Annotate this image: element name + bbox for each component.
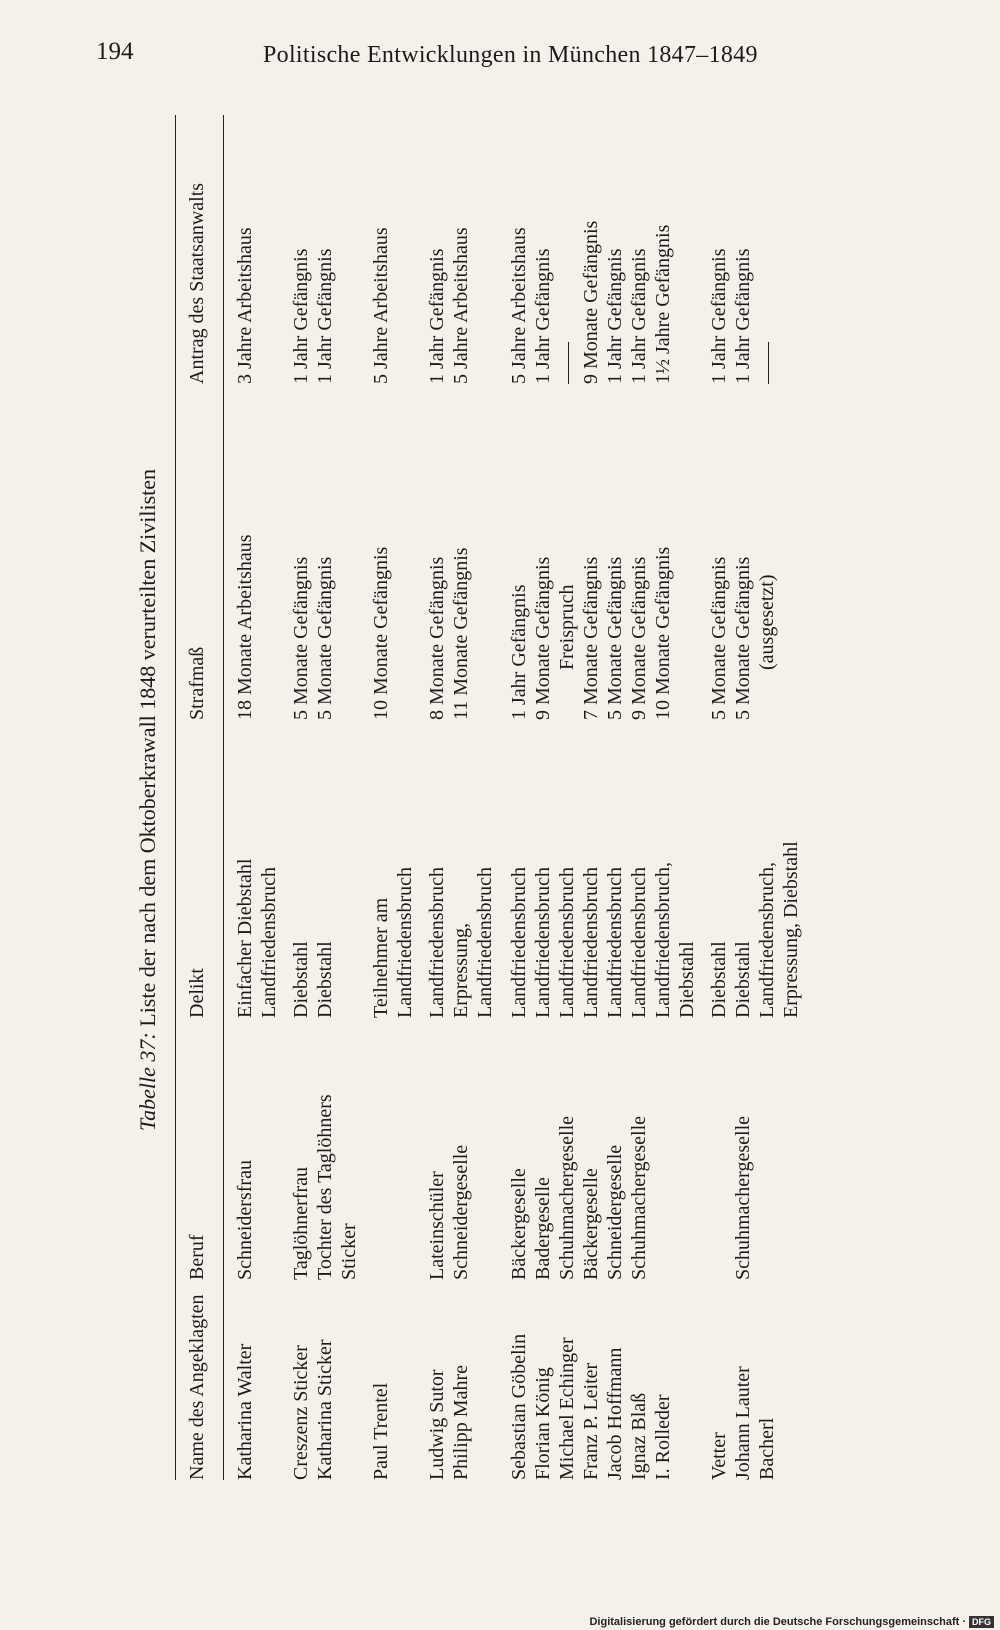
cell-line: Landfriedensbruch [556,866,578,1018]
cell-line: Florian König [532,1367,554,1480]
cell-line: 9 Monate Gefängnis [532,556,554,720]
table-cell-strafmass [731,384,755,720]
table-cell-delikt [555,720,579,1018]
cell-line: Diebstahl [732,941,754,1018]
cell-line: 3 Jahre Arbeitshaus [234,227,256,384]
cell-line: Jacob Hoffmann [604,1347,626,1480]
cell-line: 9 Monate Gefängnis [628,556,650,720]
cell-line: 1 Jahr Gefängnis [532,248,554,384]
table-caption [128,110,168,1490]
table-cell-strafmass [699,384,731,720]
table-cell-antrag [417,115,449,384]
cell-line: Diebstahl [708,941,730,1018]
table-cell-delikt [361,720,417,1018]
table-cell-antrag [497,115,531,384]
cell-line: Einfacher Diebstahl [234,858,256,1018]
running-head: Politische Entwicklungen in München 1847–1849 [263,42,758,68]
table-cell-antrag [627,115,651,384]
cell-line: Sticker [338,1223,360,1280]
table-cell-name [313,1280,361,1480]
cell-line: Franz P. Leiter [580,1362,602,1480]
table-cell-name [555,1280,579,1480]
table-cell-beruf [449,1018,497,1280]
table-row [651,115,699,1480]
cell-line: 8 Monate Gefängnis [426,556,448,720]
cell-line: Tochter des Taglöhners [314,1094,336,1280]
cell-line: Johann Lauter [732,1366,754,1480]
cell-line: Landfriedensbruch [258,866,280,1018]
cell-line: Landfriedensbruch [426,866,448,1018]
table-row [731,115,755,1480]
table-cell-delikt [755,720,803,1018]
table-cell-beruf [233,1018,281,1280]
table-row [755,115,803,1480]
cell-line: 5 Monate Gefängnis [708,556,730,720]
cell-line: 7 Monate Gefängnis [580,556,602,720]
cell-line: Badergeselle [532,1177,554,1280]
table-cell-antrag [361,115,417,384]
table-cell-delikt [233,720,281,1018]
table-cell-delikt [497,720,531,1018]
table-row [699,115,731,1480]
cell-line: 1½ Jahre Gefängnis [652,224,674,384]
cell-line: Landfriedensbruch [508,866,530,1018]
cell-line: Bäckergeselle [508,1168,530,1280]
cell-line: Bäckergeselle [580,1168,602,1280]
caption-text: Liste der nach dem Oktoberkrawall 1848 verurteilten Zivilisten [135,468,160,1027]
table-cell-delikt [449,720,497,1018]
cell-line: 5 Monate Gefängnis [732,556,754,720]
table-cell-antrag [555,115,579,384]
table-cell-antrag [449,115,497,384]
table-cell-beruf [313,1018,361,1280]
cell-line: Bacherl [756,1417,778,1480]
table-cell-strafmass [361,384,417,720]
table-cell-strafmass [651,384,699,720]
table-cell-beruf [361,1018,417,1280]
cell-line: 5 Monate Gefängnis [604,556,626,720]
cell-line: Lateinschüler [426,1171,448,1280]
table-cell-strafmass [627,384,651,720]
cell-line: Landfriedensbruch [580,866,602,1018]
rotated-table-block [128,110,868,1490]
table-cell-strafmass [603,384,627,720]
table-cell-name [603,1280,627,1480]
table-row [361,115,417,1480]
cell-line: Landfriedensbruch, [652,861,674,1018]
header-delikt: Delikt [186,968,208,1018]
cell-line: 5 Jahre Arbeitshaus [450,227,472,384]
cell-line: I. Rolleder [652,1394,674,1480]
table-row [417,115,449,1480]
cell-line [555,119,579,384]
cell-line: Michael Echinger [556,1337,578,1480]
table-cell-name [497,1280,531,1480]
cell-line: Diebstahl [290,941,312,1018]
table-cell-beruf [603,1018,627,1280]
table-cell-beruf [731,1018,755,1280]
table-cell-strafmass [497,384,531,720]
cell-line: 11 Monate Gefängnis [450,547,472,720]
cell-line: Vetter [708,1432,730,1480]
table-cell-antrag [281,115,313,384]
table-cell-delikt [731,720,755,1018]
header-beruf: Beruf [186,1234,208,1280]
table-cell-antrag [699,115,731,384]
cell-line: Paul Trentel [370,1382,392,1480]
table-cell-antrag [579,115,603,384]
table-cell-beruf [555,1018,579,1280]
table-cell-name [531,1280,555,1480]
cell-line: Katharina Sticker [314,1339,336,1480]
header-name: Name des Angeklagten [186,1294,208,1480]
cell-line: Creszenz Sticker [290,1345,312,1480]
table-row [449,115,497,1480]
cell-line: Ignaz Blaß [628,1392,650,1480]
table-top-rule [175,115,176,1480]
cell-line: 18 Monate Arbeitshaus [234,534,256,720]
cell-line: Erpressung, Diebstahl [780,841,802,1018]
header-strafmass: Strafmaß [186,646,208,720]
table-cell-antrag [731,115,755,384]
table-cell-name [579,1280,603,1480]
cell-line: Landfriedensbruch [532,866,554,1018]
table-row [531,115,555,1480]
cell-line: 5 Jahre Arbeitshaus [508,227,530,384]
table-cell-antrag [313,115,361,384]
table-cell-beruf [497,1018,531,1280]
table-cell-delikt [579,720,603,1018]
table-cell-beruf [627,1018,651,1280]
table-cell-delikt [313,720,361,1018]
table-row [603,115,627,1480]
cell-line: 5 Monate Gefängnis [314,556,336,720]
table-cell-name [699,1280,731,1480]
caption-label: Tabelle 37: [135,1032,160,1132]
table-row [313,115,361,1480]
table-row [497,115,531,1480]
table-cell-name [233,1280,281,1480]
header-antrag: Antrag des Staatsanwalts [186,182,208,384]
cell-line: Sebastian Göbelin [508,1333,530,1480]
table-row [555,115,579,1480]
table-cell-antrag [531,115,555,384]
table-cell-beruf [755,1018,803,1280]
dash-mark [568,342,569,384]
table-cell-delikt [417,720,449,1018]
cell-line: 1 Jahr Gefängnis [708,248,730,384]
table-cell-name [627,1280,651,1480]
table-header-rule [223,115,224,1480]
table-cell-strafmass [313,384,361,720]
cell-line: Diebstahl [314,941,336,1018]
cell-line [755,119,779,384]
table-cell-strafmass [555,384,579,720]
cell-line: Landfriedensbruch [604,866,626,1018]
cell-line: Diebstahl [676,941,698,1018]
table-cell-strafmass [233,384,281,720]
cell-line: Schuhmachergeselle [628,1115,650,1280]
cell-line: 9 Monate Gefängnis [580,220,602,384]
table-cell-beruf [417,1018,449,1280]
table-cell-delikt [627,720,651,1018]
cell-line: 1 Jahr Gefängnis [508,584,530,720]
cell-line: Erpressung, [450,923,472,1018]
cell-line: Schuhmachergeselle [732,1115,754,1280]
table-cell-name [449,1280,497,1480]
cell-line: Schneidergeselle [604,1144,626,1280]
cell-line: Landfriedensbruch [628,866,650,1018]
table-cell-strafmass [531,384,555,720]
table-cell-beruf [281,1018,313,1280]
table-cell-name [755,1280,803,1480]
table-cell-delikt [281,720,313,1018]
cell-line: 1 Jahr Gefängnis [604,248,626,384]
table-cell-antrag [755,115,803,384]
table-cell-delikt [651,720,699,1018]
table-cell-beruf [579,1018,603,1280]
defendants-table [233,115,803,1480]
cell-line: Philipp Mahre [450,1365,472,1480]
table-row [579,115,603,1480]
cell-line: Schneidersfrau [234,1160,256,1280]
table-cell-name [361,1280,417,1480]
page-number: 194 [96,38,134,65]
cell-line: Taglöhnerfrau [290,1167,312,1280]
table-cell-strafmass [417,384,449,720]
table-cell-strafmass [281,384,313,720]
dash-mark [768,342,769,384]
table-cell-antrag [651,115,699,384]
cell-line: 1 Jahr Gefängnis [628,248,650,384]
table-cell-strafmass [449,384,497,720]
cell-line: 10 Monate Gefängnis [370,546,392,720]
cell-line: 1 Jahr Gefängnis [732,248,754,384]
cell-line: Katharina Walter [234,1343,256,1480]
table-cell-delikt [603,720,627,1018]
table-row [233,115,281,1480]
table-cell-delikt [531,720,555,1018]
cell-line: 5 Monate Gefängnis [290,556,312,720]
table-row [627,115,651,1480]
footer-text: Digitalisierung gefördert durch die Deutsche Forschungsgemeinschaft · [589,1615,966,1628]
cell-line: Landfriedensbruch, [756,861,778,1018]
table-cell-antrag [603,115,627,384]
cell-line: Schuhmachergeselle [556,1115,578,1280]
cell-line: Landfriedensbruch [394,866,416,1018]
table-cell-antrag [233,115,281,384]
cell-line: (ausgesetzt) [756,574,778,670]
cell-line: 1 Jahr Gefängnis [290,248,312,384]
table-cell-beruf [531,1018,555,1280]
table-cell-beruf [699,1018,731,1280]
table-row [281,115,313,1480]
table-cell-strafmass [579,384,603,720]
table-cell-strafmass [755,384,803,720]
cell-line: Landfriedensbruch [474,866,496,1018]
table-cell-beruf [651,1018,699,1280]
cell-line: 10 Monate Gefängnis [652,546,674,720]
table-cell-name [651,1280,699,1480]
table-cell-name [731,1280,755,1480]
cell-line: Teilnehmer am [370,897,392,1018]
table-cell-name [417,1280,449,1480]
table-cell-delikt [699,720,731,1018]
cell-line: 1 Jahr Gefängnis [314,248,336,384]
cell-line: 5 Jahre Arbeitshaus [370,227,392,384]
table-cell-name [281,1280,313,1480]
dfg-logo: DFG [969,1616,994,1628]
cell-line: 1 Jahr Gefängnis [426,248,448,384]
cell-line: Freispruch [556,584,578,670]
cell-line: Ludwig Sutor [426,1369,448,1480]
footer-credit [589,1616,994,1628]
cell-line: Schneidergeselle [450,1144,472,1280]
